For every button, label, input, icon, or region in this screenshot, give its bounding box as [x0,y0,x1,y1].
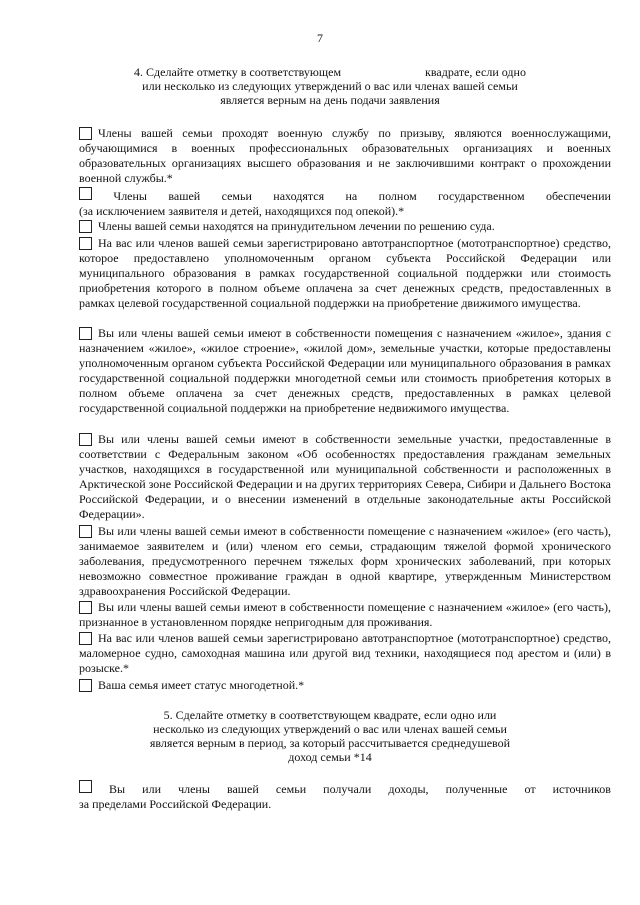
section-4-heading-line-1: 4. Сделайте отметку в соответствующем квадрате, если одно [134,65,526,79]
section-4-item-state-support: Члены вашей семьи находятся на полном государственном обеспечении (за исключением заявителя и детей, находящихся под опекой).* [79,189,611,218]
section-4-item-military: Члены вашей семьи проходят военную службу по призыву, являются военнослужащими, обучающимися в военных профессиональных образовательных организациях и военных образовательных организациях высшего образования и не заключившими контракт о прохождении военной службы.* [79,126,611,185]
section-4-item-chronic-illness-housing: Вы или члены вашей семьи имеют в собственности помещение с назначением «жилое» (его часть), занимаемое заявителем и (или) членом его семьи, страдающим тяжелой формой хронического заболевания, предусмотренного перечнем тяжелых форм хронических заболеваний, при которых невозможно совместное проживание граждан в одной квартире, утвержденным Министерством здравоохранения Российской Федерации. [79,524,611,598]
section-5-heading-line-4: доход семьи *14 [288,750,372,764]
compulsory-treatment-checkbox[interactable] [79,220,92,233]
section-4-item-arrested-vehicle: На вас или членов вашей семьи зарегистрировано автотранспортное (мототранспортное) средство, маломерное судно, самоходная машина или другой вид техники, находящиеся под арестом и (или) в розыске.* [79,631,611,675]
state-support-checkbox[interactable] [79,187,92,200]
uninhabitable-housing-checkbox[interactable] [79,601,92,614]
section-4-heading [40,65,620,107]
chronic-illness-housing-checkbox[interactable] [79,525,92,538]
section-4-item-uninhabitable-housing: Вы или члены вашей семьи имеют в собственности помещение с назначением «жилое» (его часть), признанное в установленном порядке непригодным для проживания. [79,600,611,629]
foreign-income-first-line: Вы или члены вашей семьи получали доходы, полученные от источников [79,780,611,797]
vehicle-support-checkbox[interactable] [79,237,92,250]
section-5-heading [40,708,620,764]
section-5-item-foreign-income: Вы или члены вашей семьи получали доходы, полученные от источников за пределами Российской Федерации. [79,782,611,811]
housing-large-family-checkbox[interactable] [79,327,92,340]
page-number: 7 [317,31,323,45]
military-service-checkbox[interactable] [79,127,92,140]
section-4-item-vehicle-support: На вас или членов вашей семьи зарегистрировано автотранспортное (мототранспортное) средство, которое предоставлено уполномоченным органом субъекта Российской Федерации или муниципального образования в рамках государственной социальной поддержки или стоимость приобретения которого в полном объеме оплачена за счет денежных средств, предоставленных в рамках целевой государственной социальной поддержки на приобретение движимого имущества. [79,236,611,310]
section-4-item-compulsory-treatment: Члены вашей семьи находятся на принудительном лечении по решению суда. [79,219,611,234]
arctic-land-checkbox[interactable] [79,433,92,446]
foreign-income-checkbox[interactable] [79,780,92,793]
arrested-vehicle-checkbox[interactable] [79,632,92,645]
section-5-heading-line-1: 5. Сделайте отметку в соответствующем квадрате, если одно или [163,708,497,722]
section-4-heading-line-2: или несколько из следующих утверждений о вас или членах вашей семьи [142,79,518,93]
section-4-item-large-family-status: Ваша семья имеет статус многодетной.* [79,678,611,693]
section-5-heading-line-2: несколько из следующих утверждений о вас или членах вашей семьи [153,722,507,736]
large-family-status-checkbox[interactable] [79,679,92,692]
section-4-item-housing-large-family: Вы или члены вашей семьи имеют в собственности помещения с назначением «жилое», здания с назначением «жилое», «жилое строение», «жилой дом», земельные участки, которые предоставлены уполномоченным органом субъекта Российской Федерации или муниципального образования в рамках государственной социальной поддержки многодетной семьи или стоимость приобретения которых в полном объеме оплачена за счет денежных средств, предоставленных в рамках целевой государственной социальной поддержки на приобретение недвижимого имущества. [79,326,611,415]
section-4-heading-line-3: является верным на день подачи заявления [220,93,440,107]
state-support-first-line: Члены вашей семьи находятся на полном государственном обеспечении [79,187,611,204]
section-4-item-arctic-land: Вы или члены вашей семьи имеют в собственности земельные участки, предоставленные в соответствии с Федеральным законом «Об особенностях предоставления гражданам земельных участков, находящихся в государственной или муниципальной собственности и расположенных в Арктической зоне Российской Федерации и на других территориях Севера, Сибири и Дальнего Востока Российской Федерации, и о внесении изменений в отдельные законодательные акты Российской Федерации». [79,432,612,521]
section-5-heading-line-3: является верным в период, за который рассчитывается среднедушевой [149,736,511,750]
